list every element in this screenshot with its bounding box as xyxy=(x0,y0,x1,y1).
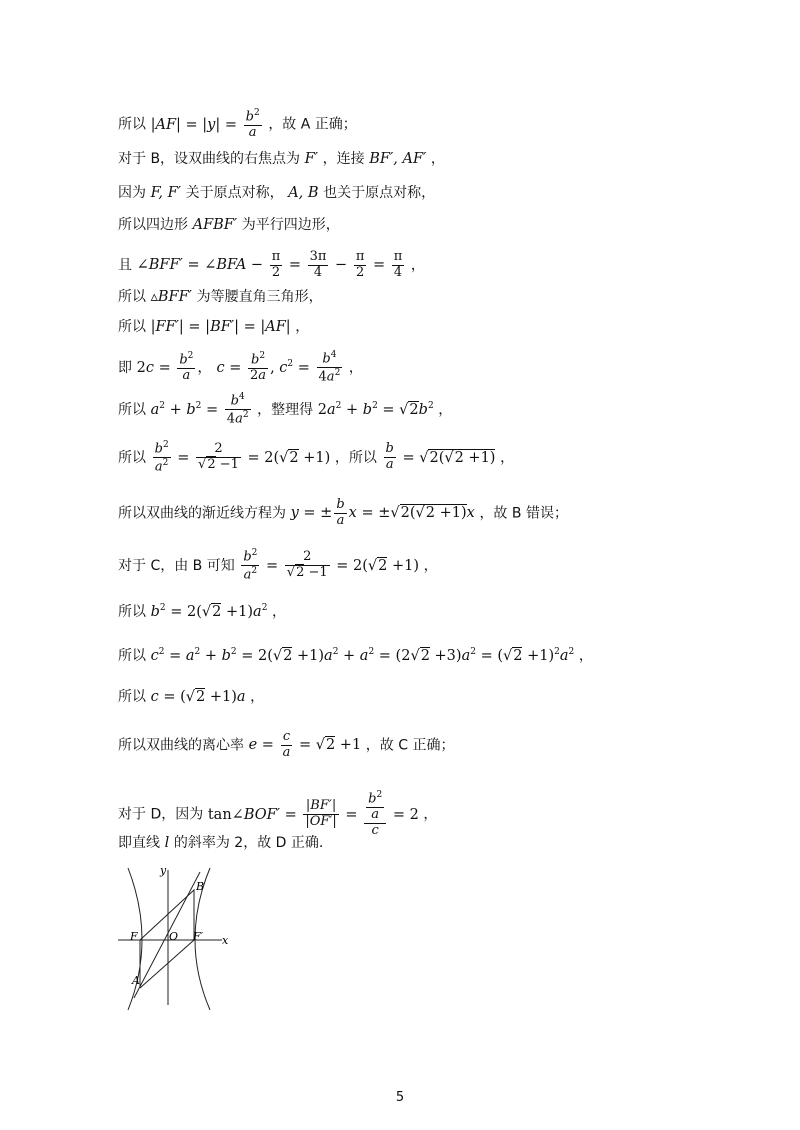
formula: |AF| = |y| = $\frac{b^2}{a}$ xyxy=(150,108,260,141)
text-line-3: 因为 F, F′ 关于原点对称， A, B 也关于原点对称， xyxy=(118,185,436,201)
formula: y = ± $\frac{b}{a}$ x = ±√2(√2 +1)x xyxy=(290,497,475,528)
formula: |FF′| = |BF′| = |AF| xyxy=(150,319,291,335)
formula: F, F′ xyxy=(150,185,181,201)
formula: BF′, AF′ xyxy=(369,151,427,167)
page-number: 5 xyxy=(395,1090,405,1105)
line-l xyxy=(134,872,200,998)
formula: ▵BFF′ xyxy=(150,289,192,305)
parallelogram-AFBFp xyxy=(140,890,194,988)
text-line-12: 对于 C，由 B 可知 $\frac{b^2}{a^2}$ = $\frac{2}{√2 -1}$ = 2(√2 +1) ， xyxy=(118,548,438,583)
point-F-label: F xyxy=(130,930,138,943)
formula: $\frac{b^2}{a^2}$ = $\frac{2}{√2 -1}$ = 2(√2 +1) xyxy=(154,440,331,475)
formula: 2c = $\frac{b^2}{a}$ ， c = $\frac{b^2}{2a}$ , $c^2$ = $\frac{b^4}{4a^2}$ xyxy=(136,350,341,385)
text-line-15: 所以 c = (√2 +1)a ， xyxy=(118,689,265,705)
formula: tan∠BOF′ = $\frac{|BF'|}{|OF'|}$ = $\frac{\frac{b^2}{a}}{c}$ = 2 xyxy=(207,790,419,839)
hyperbola-figure xyxy=(118,860,238,1010)
formula: c = (√2 +1)a xyxy=(150,689,246,705)
formula: A, B xyxy=(288,185,319,201)
origin-O-label: O xyxy=(169,930,179,943)
text-line-18: 即直线 l 的斜率为 2，故 D 正确. xyxy=(118,835,324,851)
formula: $b^2 = 2(√2 +1)a^2$ xyxy=(150,603,268,620)
point-Fp-label: F′ xyxy=(193,930,204,943)
formula: F′ xyxy=(304,151,319,167)
y-label: y xyxy=(160,864,167,877)
text-line-9: 所以 $a^2 + b^2$ = $\frac{b^4}{4a^2}$ ，整理得 $2a^2 + b^2 = √2b^2$ ， xyxy=(118,392,453,427)
text-line-1: 所以 |AF| = |y| = $\frac{b^2}{a}$ ，故 A 正确； xyxy=(118,108,357,141)
text-line-8: 即 2c = $\frac{b^2}{a}$ ， c = $\frac{b^2}{2a}$ , $c^2$ = $\frac{b^4}{4a^2}$ ， xyxy=(118,350,363,385)
text-line-17: 对于 D，因为 tan∠BOF′ = $\frac{|BF'|}{|OF'|}$ = $\frac{\frac{b^2}{a}}{c}$ = 2 ， xyxy=(118,790,438,839)
formula: e = $\frac{c}{a}$ = √2 +1 xyxy=(248,729,362,760)
formula: $a^2 + b^2$ = $\frac{b^4}{4a^2}$ xyxy=(150,392,249,427)
text-line-4: 所以四边形 AFBF′ 为平行四边形， xyxy=(118,217,340,233)
formula: ∠BFF′ = ∠BFA − $\frac{\pi}{2}$ = $\frac{3\pi}{4}$ − $\frac{\pi}{2}$ = $\frac{\pi}{4}$ xyxy=(136,249,403,280)
text-line-13: 所以 $b^2 = 2(√2 +1)a^2$ ， xyxy=(118,603,287,620)
text-line-5: 且 ∠BFF′ = ∠BFA − $\frac{\pi}{2}$ = $\frac{3\pi}{4}$ − $\frac{\pi}{2}$ = $\frac{\pi}{4}$ ， xyxy=(118,249,425,280)
formula: $\frac{b}{a}$ = √2(√2 +1) xyxy=(385,441,496,473)
point-B-label: B xyxy=(196,880,205,893)
text-line-11: 所以双曲线的渐近线方程为 y = ± $\frac{b}{a}$ x = ±√2(√2 +1)x ，故 B 错误； xyxy=(118,497,568,528)
point-A-label: A xyxy=(132,974,140,987)
formula: $\frac{b^2}{a^2}$ = $\frac{2}{√2 -1}$ = 2(√2 +1) xyxy=(243,548,420,583)
text-line-2: 对于 B，设双曲线的右焦点为 F′ ，连接 BF′, AF′ ， xyxy=(118,151,445,167)
text-line-10: 所以 $\frac{b^2}{a^2}$ = $\frac{2}{√2 -1}$ = 2(√2 +1) ，所以 $\frac{b}{a}$ = √2(√2 +1) ， xyxy=(118,440,515,475)
formula: $2a^2 + b^2 = √2b^2$ xyxy=(317,400,434,418)
formula: $c^2 = a^2 + b^2 = 2(√2 +1)a^2 + a^2 = (2√2 +3)a^2 = (√2 +1)^2a^2$ xyxy=(150,647,575,664)
text-line-7: 所以 |FF′| = |BF′| = |AF| ， xyxy=(118,319,310,335)
formula: l xyxy=(164,835,170,851)
text-line-16: 所以双曲线的离心率 e = $\frac{c}{a}$ = √2 +1 ，故 C 正确； xyxy=(118,729,455,760)
text-line-14: 所以 $c^2 = a^2 + b^2 = 2(√2 +1)a^2 + a^2 = (2√2 +3)a^2 = (√2 +1)^2a^2$ ， xyxy=(118,647,593,664)
text-line-6: 所以 ▵BFF′ 为等腰直角三角形， xyxy=(118,289,323,305)
x-label: x xyxy=(222,934,229,947)
formula: AFBF′ xyxy=(192,217,238,233)
